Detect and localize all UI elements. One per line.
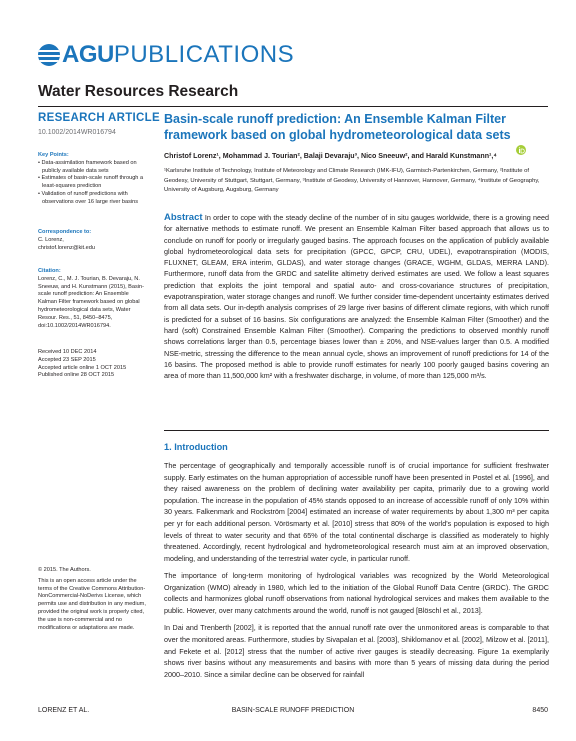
doi[interactable]: 10.1002/2014WR016794 <box>38 129 116 136</box>
key-point-item: • Estimates of basin-scale runoff through a least-squares prediction <box>38 175 144 190</box>
abstract-heading: Abstract <box>164 212 203 223</box>
citation-heading: Citation: <box>38 268 61 274</box>
publication-dates <box>38 349 148 380</box>
correspondence <box>38 229 148 252</box>
article-type-label: RESEARCH ARTICLE <box>38 112 160 124</box>
section-heading: 1. Introduction <box>164 442 228 452</box>
correspondence-name: C. Lorenz, <box>38 236 64 243</box>
date-accepted: Accepted 23 SEP 2015 <box>38 356 96 363</box>
publisher-name: PUBLICATIONS <box>113 41 295 68</box>
footer-authors: LORENZ ET AL. <box>38 707 90 714</box>
header-divider <box>38 106 548 107</box>
abstract <box>164 212 549 381</box>
date-online: Accepted article online 1 OCT 2015 <box>38 364 127 371</box>
publisher-brand: AGU <box>62 41 114 68</box>
globe-icon <box>38 44 60 66</box>
paragraph: The importance of long-term monitoring of hydrological variables was recognized by the World Meteorological Organization (WMO) already in 1980, which led to the initiation of the Global Runoff Data Centre (GRDC). The GRDC collects and harmonizes global runoff observations from national hydrological services and makes them available to the public. However, over many catchments around the world, runoff is not gauged [Blöschl et al., 2013]. <box>164 571 549 615</box>
paragraph: The percentage of geographically and temporally accessible runoff is of crucial importance for sufficient freshwater supply. Early estimates on the human appropriation of accessible runoff have been presented in Postel et al. [1996], and they raised awareness on the problem of declining water availability per capita, primarily due to a growing world population. The increase in the population of 45% stands opposed to an increase of accessible runoff of only 10% within 30 years. Falkenmark and Rockström [2004] estimated an increase of water requirements by about 1,300 m³ per capita per yr for each additional person. Vörösmarty et al. [2010] stress that 80% of the world's population is exposed to high levels of threat to water security and that 65% of the total continental discharge is classified as moderately to highly threatened. Accordingly, recent hydrological and hydrometeorological research must aim at an improved observation, modeling, and understanding of the terrestrial water cycle, in particular runoff. <box>164 461 549 563</box>
key-points <box>38 152 148 207</box>
author-list: Christof Lorenz¹, Mohammad J. Tourian², Balaji Devaraju³, Nico Sneeuw², and Harald Kunstmann¹,⁴ <box>164 152 497 160</box>
copyright-line: © 2015. The Authors. <box>38 567 91 573</box>
introduction-body <box>164 460 549 686</box>
key-point-item: • Data-assimilation framework based on publicly available data sets <box>38 159 137 174</box>
correspondence-heading: Correspondence to: <box>38 229 92 235</box>
date-received: Received 10 DEC 2014 <box>38 349 97 355</box>
paragraph: In Dai and Trenberth [2002], it is reported that the annual runoff rate over the unmonitored areas is comparable to that over the monitored areas. Furthermore, studies by Sivapalan et al. [2003], Shiklomanov et al. [2002], Milzow et al. [2011], and Fekete et al. [2012] stress that the number of active river gauges is steadily decreasing. Figure 1a exemplarily shows river basins without any measurements and basins with more than 5 years of missing data during the period 2000–2010. Since a similar decline can be observed for rainfall <box>164 623 549 679</box>
citation-text: Lorenz, C., M. J. Tourian, B. Devaraju, N. Sneeuw, and H. Kunstmann (2015), Basin-scale runoff prediction: An Ensemble Kalman Filter framework based on global hydrometeorological data sets, Water Resour. Res., 51, 8450–8475, doi:10.1002/2014WR016794. <box>38 275 145 329</box>
abstract-divider <box>164 430 549 431</box>
license-text: This is an open access article under the terms of the Creative Commons Attribution-NonCommercial-NoDerivs License, which permits use and distribution in any medium, provided the original work is properly cited, the use is non-commercial and no modifications or adaptations are made. <box>38 577 146 631</box>
citation <box>38 268 148 330</box>
footer-running-title: BASIN-SCALE RUNOFF PREDICTION <box>231 707 355 714</box>
page-number: 8450 <box>532 707 548 714</box>
key-point-item: • Validation of runoff predictions with observations over 16 large river basins <box>38 190 139 205</box>
correspondence-email[interactable]: christof.lorenz@kit.edu <box>38 244 95 251</box>
abstract-text: In order to cope with the steady decline of the number of in situ gauges worldwide, there is a growing need for alternative methods to estimate runoff. We present an Ensemble Kalman Filter based approach that allows us to conclude on runoff for poorly or irregularly gauged basins. The approach focuses on the application of publicly available global hydrometeorological data sets for precipitation (GPCC, GPCP, CRU, UDEL), evapotranspiration (MODIS, FLUXNET, GLEAM, ERA interim, GLDAS), and water storage changes (GRACE, WGHM, GLDAS, MERRA LAND). Furthermore, runoff data from the GRDC and satellite altimetry derived estimates are used. We follow a least squares prediction that exploits the joint temporal and spatial auto- and cross-covariance structures of precipitation, evapotranspiration, water storage changes and runoff. We further consider time-dependent uncertainty estimates derived from all data sets. Our in-depth analysis comprises of 29 large river basins of different climate regions, with which runoff is predicted for a subset of 16 basins. Six configurations are analyzed: the Ensemble Kalman Filter (Smoother) and the hard (soft) Constrained Ensemble Kalman Filter (Smoother). Comparing the predictions to observed monthly runoff shows correlations larger than 0.5, percentage biases lower than ± 20%, and NSE-values larger than 0.5. A modified NSE-metric, stressing the difference to the mean annual cycle, shows an improvement of runoff predictions for 14 of the 16 basins. The proposed method is able to provide runoff estimates for nearly 100 poorly gauged basins covering an area of more than 11,500,000 km² with a freshwater discharge, in volume, of more than 125,000 m³/s. <box>164 213 550 381</box>
key-points-heading: Key Points: <box>38 152 69 158</box>
journal-title: Water Resources Research <box>38 83 239 100</box>
date-published: Published online 28 OCT 2015 <box>38 372 115 379</box>
agu-publications-logo <box>38 40 294 70</box>
affiliations: ¹Karlsruhe Institute of Technology, Institute of Meteorology and Climate Research (IMK-IFU), Garmisch-Partenkirchen, Germany, ²Institute of Geodesy, University of Stuttgart, Stuttgart, Germany, ³Institute of Geodesy, University of Hannover, Hannover, Germany, ⁴Institute of Geography, University of Augsburg, Augsburg, Germany <box>164 168 540 193</box>
article-title: Basin-scale runoff prediction: An Ensemble Kalman Filter framework based on global hydrometeorological data sets <box>164 112 511 142</box>
copyright-notice <box>38 567 148 632</box>
orcid-icon[interactable] <box>516 145 526 155</box>
